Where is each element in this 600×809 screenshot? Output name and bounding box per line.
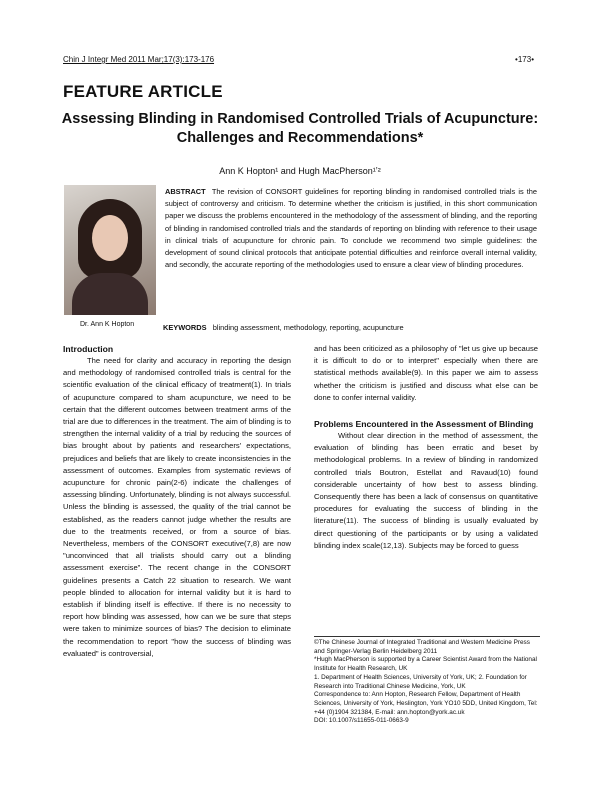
- footnote-correspondence: Correspondence to: Ann Hopton, Research Fellow, Department of Health Sciences, University of York, Heslington, York YO10 5DD, United Kingdom, Tel: +44 (0)1904 321384, E-mail: ann.hopton@york.ac.uk: [314, 691, 538, 716]
- footnote-doi: DOI: 10.1007/s11655-011-0663-9: [314, 717, 409, 725]
- continuation-paragraph: and has been criticized as a philosophy of "let us give up because it is difficult to do or to interpret" especially when there are statistical methods available(9). In this paper we aim to assess whether the criticism is justified and discuss what else can be done to confer internal validity.: [314, 344, 538, 402]
- footnotes: [314, 636, 540, 726]
- keywords: [163, 323, 404, 332]
- section-label: FEATURE ARTICLE: [63, 82, 223, 101]
- footnote-copyright: ©The Chinese Journal of Integrated Traditional and Western Medicine Press and Springer-Verlag Berlin Heidelberg 2011: [314, 639, 530, 655]
- journal-citation: Chin J Integr Med 2011 Mar;17(3):173-176: [63, 55, 215, 64]
- intro-paragraph: The need for clarity and accuracy in reporting the design and methodology of randomised controlled trials is central for the scientific evaluation of the clinical efficacy of treatment(1). In trials of acupuncture compared to sham acupuncture, we need to be certain that the different outcomes between treatment arms of the trial are due to differences in the treatment. The aim of blinding is to strengthen the internal validity of a trial by reducing the sources of bias brought about by patients and researchers' expectations, prejudices and beliefs that are likely to create inconsistencies in the assessment of outcomes. Examples from systematic reviews of acupuncture for chronic pain(2-6) indicate the challenges of assessing blinding. Unfortunately, blinding is not always successful. Unless the blinding is assessed, the quality of the trial cannot be established, as the readers cannot judge whether the results are due to the treatments received, or from a source of bias. Nevertheless, members of the CONSORT executive(7,8) are now "unconvinced that all trialists should carry out a blinding assessment exercise". The recent change in the CONSORT guidelines presents a Catch 22 situation to research. We want people blinded to allocation for internal validity but it is hard to establish if blinding itself is effective. If there is no necessity to report how blinding was assessed, how can we be sure that steps were taken to minimize sources of bias? The decision to eliminate the recommendation to report "how the success of blinding was evaluated" is controversial,: [63, 356, 291, 658]
- footnote-affiliations: 1. Department of Health Sciences, University of York, UK; 2. Foundation for Research into Traditional Chinese Medicine, York, UK: [314, 673, 527, 690]
- author-photo: [64, 185, 156, 315]
- article-title: Assessing Blinding in Randomised Controlled Trials of Acupuncture: Challenges and Recommendations*: [61, 111, 539, 146]
- keywords-label: KEYWORDS: [163, 323, 207, 332]
- page-number: •173•: [515, 55, 534, 64]
- abstract: [165, 186, 537, 271]
- left-column: [63, 343, 291, 660]
- intro-heading: Introduction: [63, 344, 114, 354]
- abstract-text: The revision of CONSORT guidelines for reporting blinding in randomised controlled trials is the subject of controversy and criticism. To determine whether the criticism is justified, in this short communication paper we discuss the problems encountered in the methodology of the assessment of blinding, and the reporting of blinding in randomised controlled trials and the standards of reporting on blinding with reference to their usage in clinical trials of acupuncture for chronic pain. To conclude we recommend two simple guidelines: the development of sound clinical protocols that anticipate potential difficulties and reinforce overall internal validity, and secondly, the accurate reporting of the methodologies used to ensure a clear view of blinding procedures.: [165, 187, 537, 270]
- footnote-funding: *Hugh MacPherson is supported by a Career Scientist Award from the National Institute for Health Research, UK: [314, 656, 537, 673]
- authors: Ann K Hopton¹ and Hugh MacPherson¹ʼ²: [219, 166, 381, 176]
- abstract-label: ABSTRACT: [165, 187, 206, 196]
- right-column: [314, 343, 538, 552]
- keywords-text: blinding assessment, methodology, reporting, acupuncture: [212, 323, 404, 332]
- photo-caption: Dr. Ann K Hopton: [80, 321, 135, 328]
- problems-paragraph: Without clear direction in the method of assessment, the evaluation of blinding has been erratic and beset by methodological problems. In a review of blinding in randomized controlled trials Boutron, Estellat and Ravaud(10) found considerable uncertainty of how best to assess blinding. Consequently there has been a lack of consensus on quantitative procedures for evaluating the success of blinding in the literature(11). The success of blinding is usually evaluated by direct questioning of the participants or by using a validated blinding index scale(12,13). Subjects may be forced to guess: [314, 431, 538, 550]
- problems-heading: Problems Encountered in the Assessment of Blinding: [314, 419, 534, 430]
